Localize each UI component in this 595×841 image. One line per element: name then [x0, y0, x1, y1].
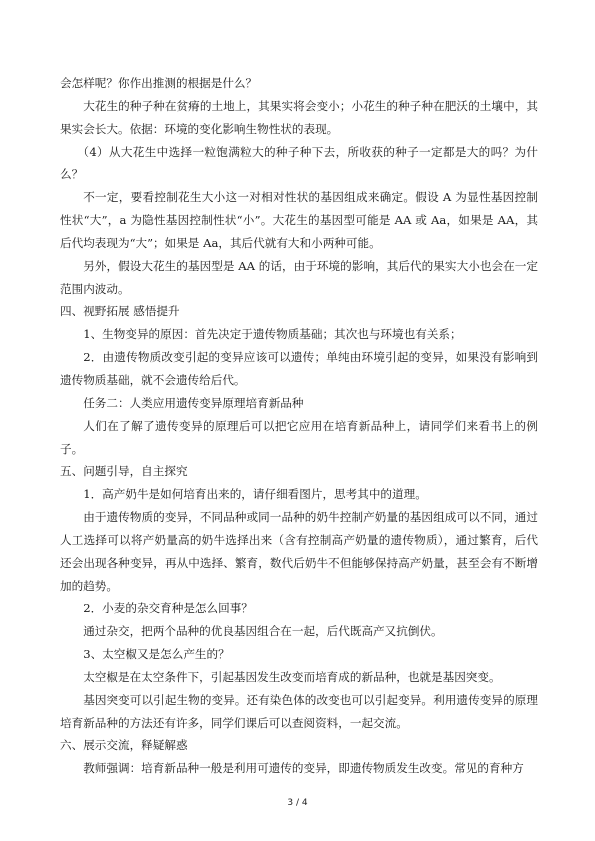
paragraph: （4）从大花生中选择一粒饱满粒大的种子种下去，所收获的种子一定都是大的吗？为什么？	[60, 144, 538, 182]
paragraph: 另外，假设大花生的基因型是 AA 的话，由于环境的影响，其后代的果实大小也会在一定范围内波动。	[60, 258, 538, 296]
document-body	[60, 72, 538, 780]
page-number: 3 / 4	[287, 798, 308, 808]
paragraph: 基因突变可以引起生物的变异。还有染色体的改变也可以引起变异。利用遗传变异的原理培育新品种的方法还有许多，同学们课后可以查阅资料，一起交流。	[60, 692, 538, 730]
paragraph: 1、生物变异的原因：首先决定于遗传物质基础；其次也与环境也有关系；	[83, 327, 462, 342]
paragraph: 1．高产奶牛是如何培育出来的，请仔细看图片，思考其中的道理。	[83, 487, 427, 502]
paragraph: 不一定，要看控制花生大小这一对相对性状的基因组成来确定。假设 A 为显性基因控制性状“大”，a 为隐性基因控制性状“小”。大花生的基因型可能是 AA 或 Aa，如果是 AA，其后代均表现为“大”；如果是 Aa，其后代就有大和小两种可能。	[60, 190, 538, 250]
paragraph: 大花生的种子种在贫瘠的土地上，其果实将会变小；小花生的种子种在肥沃的土壤中，其果实会长大。依据：环境的变化影响生物性状的表现。	[60, 98, 538, 136]
paragraph: 2．由遗传物质改变引起的变异应该可以遗传；单纯由环境引起的变异，如果没有影响到遗传物质基础，就不会遗传给后代。	[60, 350, 538, 387]
paragraph: 任务二：人类应用遗传变异原理培育新品种	[83, 395, 304, 410]
paragraph: 3、太空椒又是怎么产生的？	[83, 647, 230, 662]
paragraph: 由于遗传物质的变异，不同品种或同一品种的奶牛控制产奶量的基因组成可以不同，通过人工选择可以将产奶量高的奶牛选择出来（含有控制高产奶量的遗传物质），通过繁育，后代还会出现各种变异，再从中选择、繁育，数代后奶牛不但能够保持高产奶量，甚至会有不断增加的趋势。	[60, 510, 538, 593]
paragraph: 太空椒是在太空条件下，引起基因发生改变而培育成的新品种，也就是基因突变。	[83, 669, 501, 684]
paragraph: 会怎样呢？你作出推测的根据是什么？	[60, 76, 258, 90]
paragraph: 六、展示交流，释疑解惑	[60, 738, 188, 753]
paragraph: 四、视野拓展 感悟提升	[60, 304, 180, 319]
paragraph: 五、问题引导，自主探究	[60, 464, 188, 479]
paragraph: 教师强调：培育新品种一般是利用可遗传的变异，即遗传物质发生改变。常见的育种方	[83, 761, 524, 776]
paragraph: 人们在了解了遗传变异的原理后可以把它应用在培育新品种上，请同学们来看书上的例子。	[60, 418, 538, 456]
paragraph: 通过杂交，把两个品种的优良基因组合在一起，后代既高产又抗倒伏。	[83, 624, 443, 639]
paragraph: 2．小麦的杂交育种是怎么回事？	[83, 601, 253, 616]
